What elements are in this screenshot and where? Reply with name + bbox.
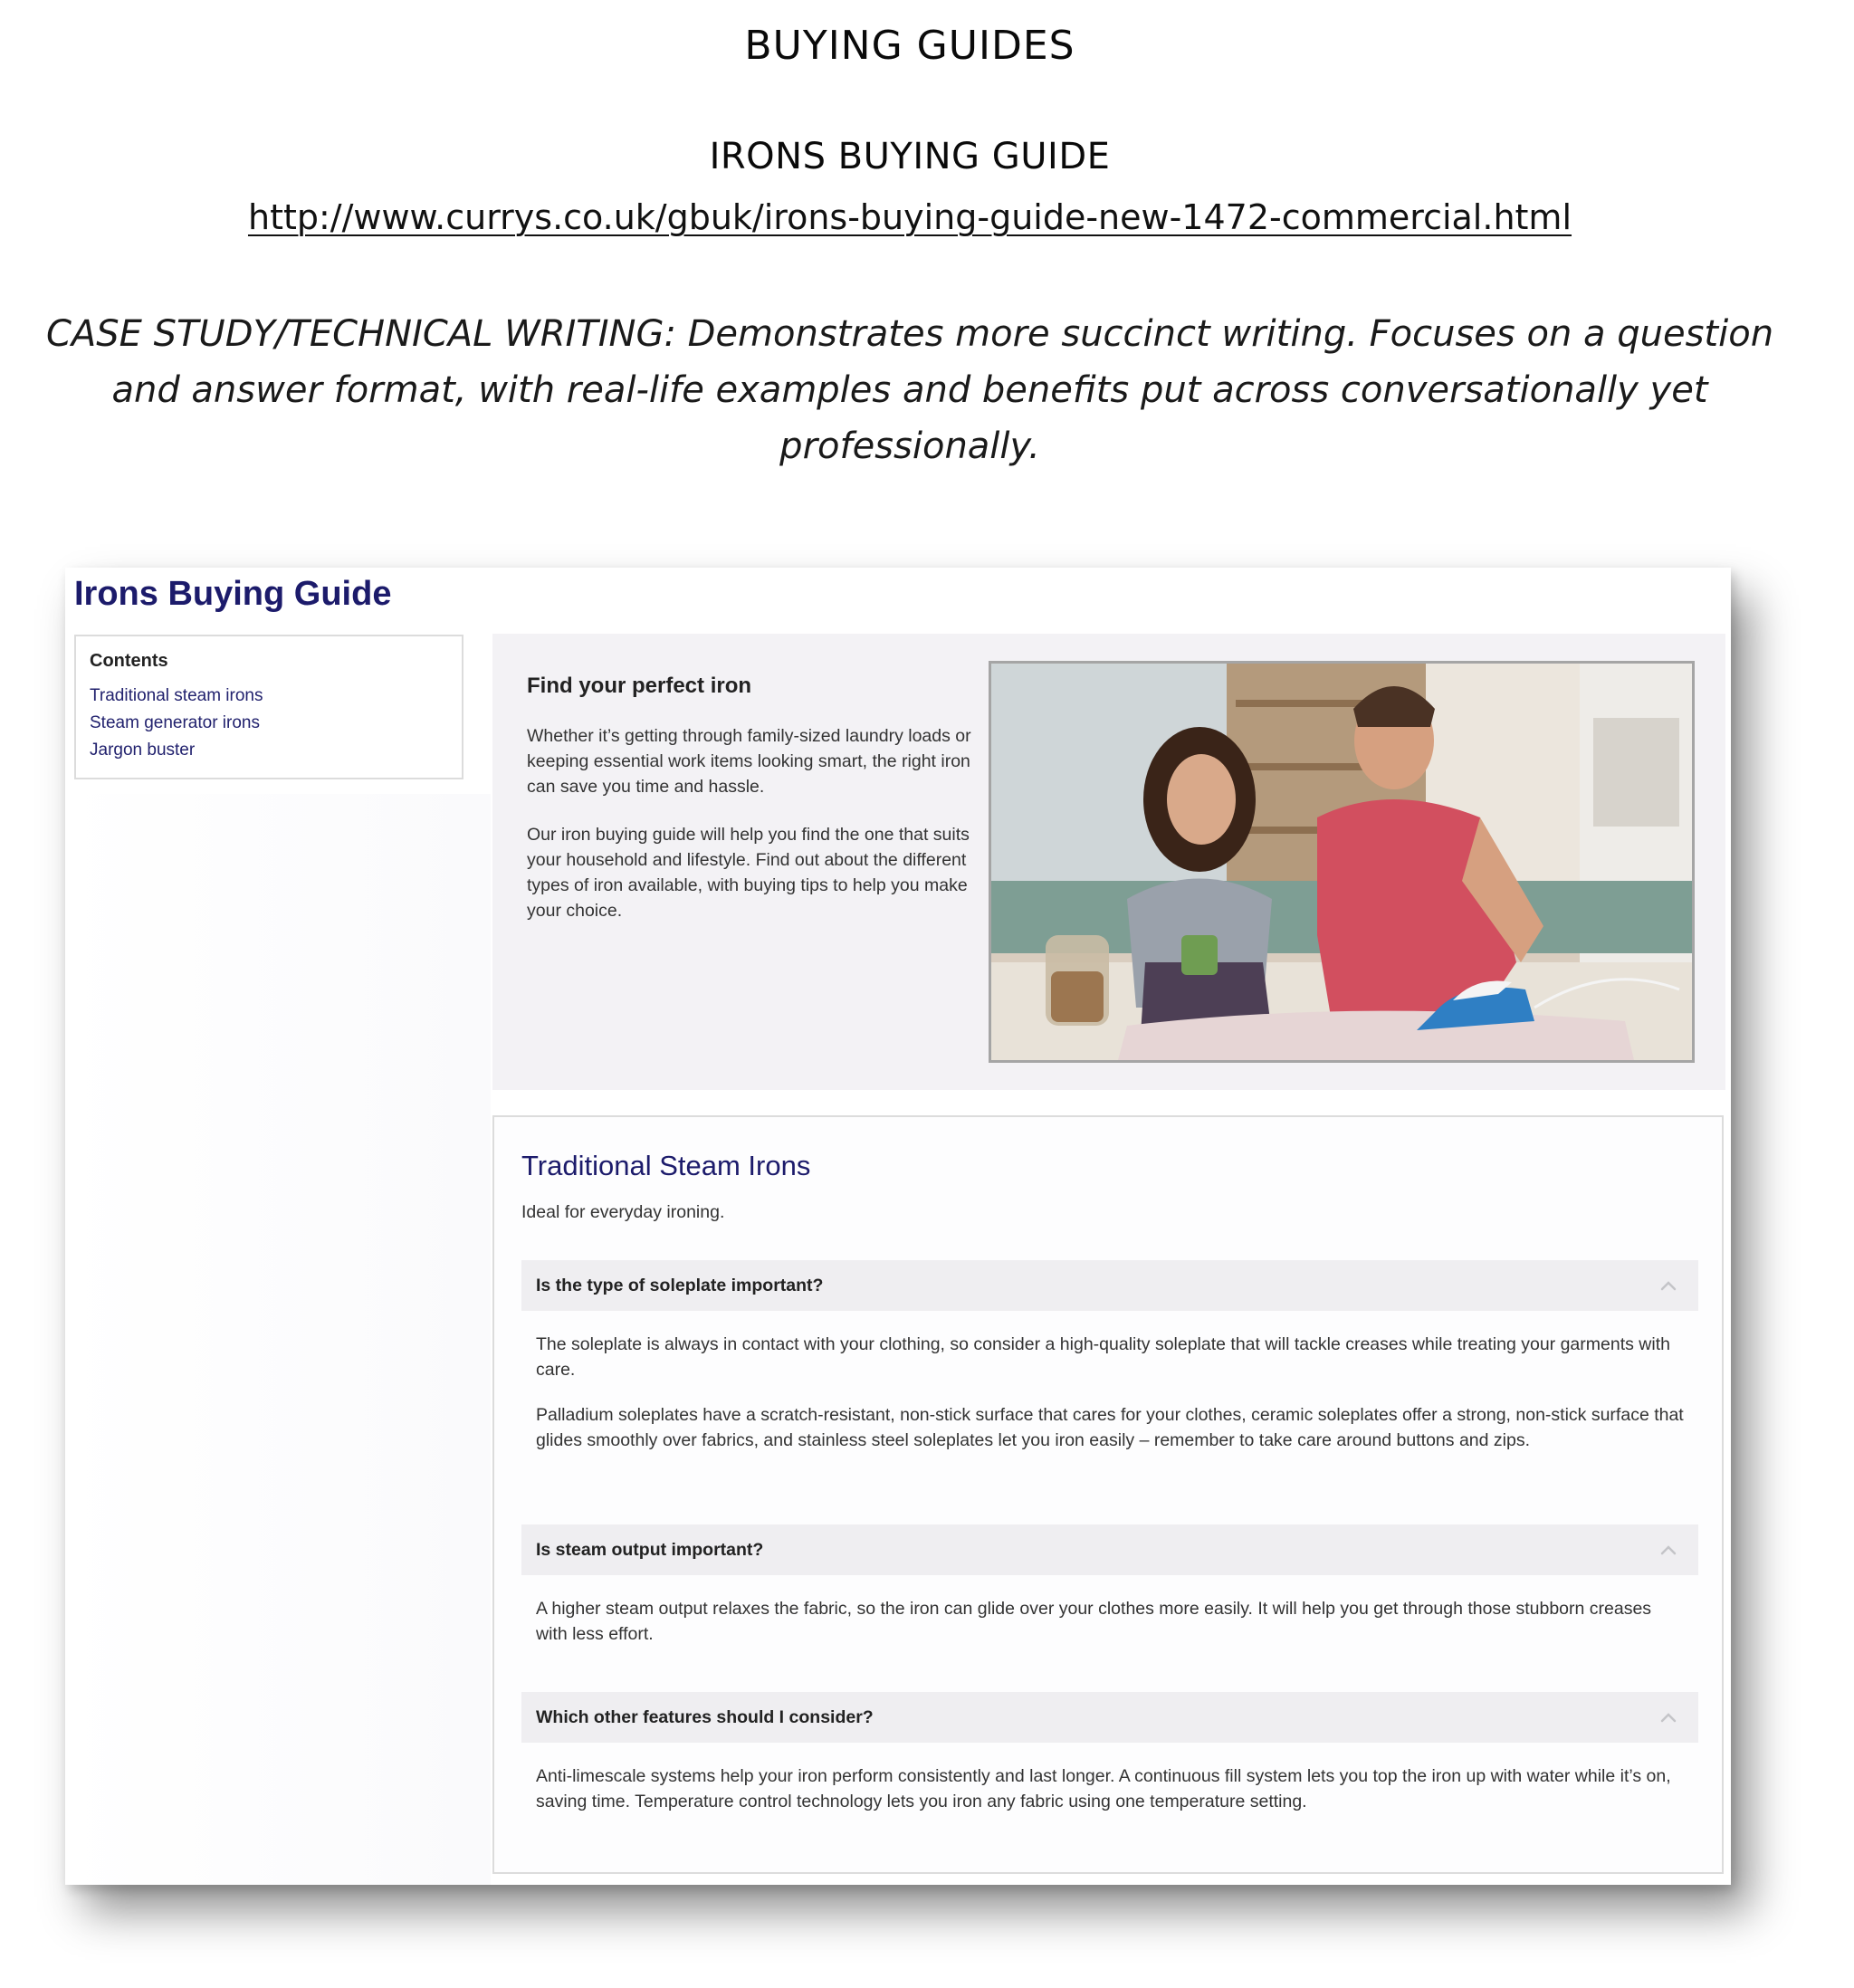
- faq-toggle-soleplate[interactable]: [521, 1260, 1698, 1311]
- chevron-up-icon[interactable]: [1660, 1709, 1677, 1725]
- page-title: Irons Buying Guide: [74, 575, 392, 613]
- faq-toggle-other-features[interactable]: [521, 1692, 1698, 1743]
- left-column-background: [65, 794, 491, 1885]
- case-study-description: CASE STUDY/TECHNICAL WRITING: Demonstrates more succinct writing. Focuses on a question and answer format, with real-life examples and benefits put across conversationally yet professionally.: [45, 313, 1774, 467]
- traditional-steam-irons-section: [492, 1115, 1724, 1874]
- intro-paragraph-2: Our iron buying guide will help you find the one that suits your household and lifestyle. Find out about the different types of iron available, with buying tips to help you make your choice.: [527, 825, 970, 921]
- faq-answer: Anti-limescale systems help your iron perform consistently and last longer. A continuous fill system lets you top the iron up with water while it’s on, saving time. Temperature control technology lets you iron any fabric using one temperature setting.: [536, 1766, 1671, 1811]
- chevron-up-icon[interactable]: [1660, 1542, 1677, 1558]
- intro-paragraph-1: Whether it’s getting through family-sized laundry loads or keeping essential work items looking smart, the right iron can save you time and hassle.: [527, 726, 971, 797]
- hero-photo-couple-ironing: [989, 661, 1695, 1063]
- faq-answer: The soleplate is always in contact with your clothing, so consider a high-quality soleplate that will tackle creases while treating your garments with care.: [536, 1334, 1670, 1380]
- section-subtitle: Ideal for everyday ironing.: [521, 1202, 725, 1222]
- contents-link-jargon-buster[interactable]: Jargon buster: [90, 741, 196, 760]
- faq-answer: Palladium soleplates have a scratch-resistant, non-stick surface that cares for your clothes, ceramic soleplates offer a strong, non-stick surface that glides smoothly over fabrics, and stainless steel soleplates let you iron easily – remember to take care around buttons and zips.: [536, 1405, 1684, 1450]
- intro-heading: Find your perfect iron: [527, 674, 752, 698]
- webpage-screenshot: [65, 568, 1731, 1885]
- contents-heading: Contents: [90, 651, 168, 671]
- chevron-up-icon[interactable]: [1660, 1277, 1677, 1294]
- contents-box: [74, 635, 464, 779]
- section-heading: Traditional Steam Irons: [521, 1150, 811, 1181]
- faq-answer: A higher steam output relaxes the fabric, so the iron can glide over your clothes more easily. It will help you get through those stubborn creases with less effort.: [536, 1599, 1652, 1644]
- faq-toggle-steam-output[interactable]: [521, 1524, 1698, 1575]
- faq-question: Which other features should I consider?: [536, 1706, 874, 1727]
- guide-url-link[interactable]: http://www.currys.co.uk/gbuk/irons-buying-guide-new-1472-commercial.html: [247, 197, 1572, 237]
- contents-link-steam-generator-irons[interactable]: Steam generator irons: [90, 713, 260, 732]
- faq-question: Is the type of soleplate important?: [536, 1275, 824, 1295]
- intro-panel: [492, 634, 1725, 1090]
- guide-title: IRONS BUYING GUIDE: [709, 136, 1111, 177]
- document-section-title: BUYING GUIDES: [744, 23, 1075, 69]
- faq-question: Is steam output important?: [536, 1539, 764, 1560]
- contents-link-traditional-steam-irons[interactable]: Traditional steam irons: [90, 686, 263, 705]
